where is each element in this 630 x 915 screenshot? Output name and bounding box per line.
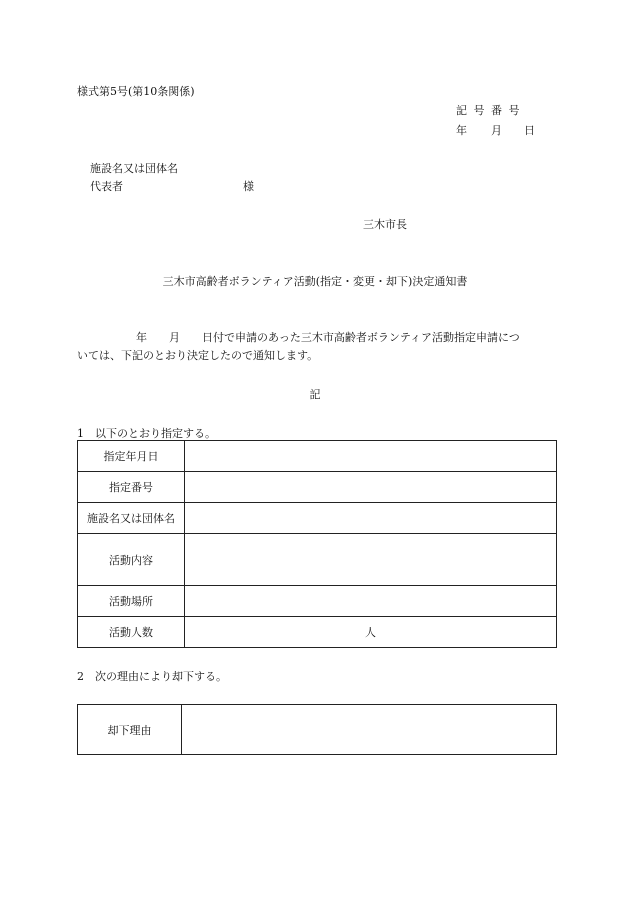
table-row [78, 503, 557, 534]
row-label-designation-number: 指定番号 [78, 472, 185, 503]
addressee-honorific: 様 [243, 180, 254, 193]
table-row [78, 705, 557, 755]
document-title: 三木市高齢者ボランティア活動(指定・変更・却下)決定通知書 [162, 275, 468, 288]
addressee-representative-label: 代表者 [90, 180, 123, 193]
row-label-rejection-reason: 却下理由 [78, 705, 182, 755]
date-month: 月 [491, 124, 502, 137]
row-label-activity-content: 活動内容 [78, 534, 185, 586]
document-number-label: 記号番号 [456, 104, 526, 117]
row-value-facility-name[interactable] [185, 503, 557, 534]
body-text-line-1: 年 月 日付で申請のあった三木市高齢者ボランティア活動指定申請につ [136, 331, 520, 344]
issue-date-label [456, 124, 535, 137]
sender-mayor: 三木市長 [363, 218, 407, 231]
row-value-activity-headcount[interactable]: 人 [185, 617, 557, 648]
ki-heading: 記 [309, 388, 321, 401]
addressee-facility-label: 施設名又は団体名 [90, 162, 178, 175]
row-label-designation-date: 指定年月日 [78, 441, 185, 472]
form-number: 様式第5号(第10条関係) [77, 85, 195, 98]
date-year: 年 [456, 124, 467, 137]
section-2-heading: 2 次の理由により却下する。 [77, 670, 227, 683]
table-row [78, 472, 557, 503]
row-value-designation-date[interactable] [185, 441, 557, 472]
rejection-table [77, 704, 557, 755]
date-day: 日 [524, 124, 535, 137]
table-row [78, 617, 557, 648]
row-label-activity-headcount: 活動人数 [78, 617, 185, 648]
table-row [78, 441, 557, 472]
table-row [78, 534, 557, 586]
section-1-heading: 1 以下のとおり指定する。 [77, 427, 216, 440]
body-text-line-2: いては、下記のとおり決定したので通知します。 [77, 349, 319, 362]
row-label-facility-name: 施設名又は団体名 [78, 503, 185, 534]
row-label-activity-location: 活動場所 [78, 586, 185, 617]
row-value-designation-number[interactable] [185, 472, 557, 503]
table-row [78, 586, 557, 617]
designation-table [77, 440, 557, 648]
row-value-activity-content[interactable] [185, 534, 557, 586]
row-value-activity-location[interactable] [185, 586, 557, 617]
row-value-rejection-reason[interactable] [182, 705, 557, 755]
